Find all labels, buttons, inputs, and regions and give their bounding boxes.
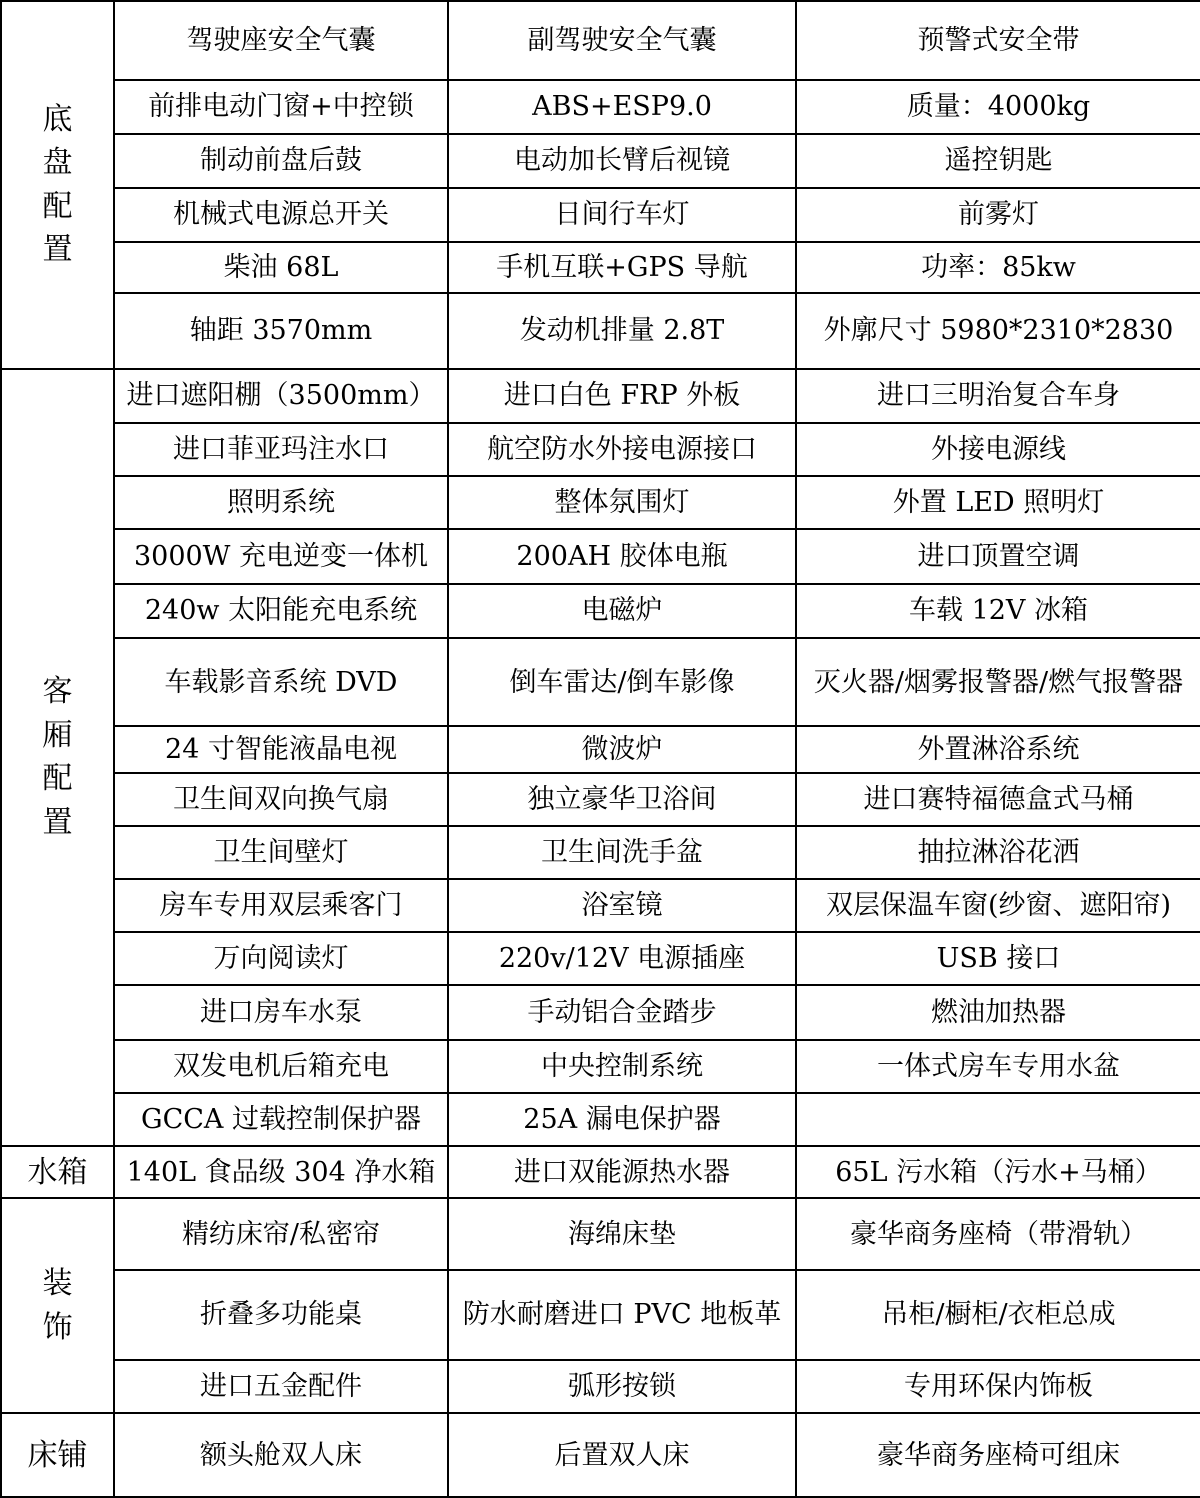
- feature-cell: 豪华商务座椅（带滑轨）: [796, 1198, 1200, 1269]
- feature-cell: 折叠多功能桌: [114, 1270, 448, 1360]
- feature-cell: 进口赛特福德盒式马桶: [796, 773, 1200, 826]
- table-row: [1, 638, 1200, 726]
- feature-cell: 外置 LED 照明灯: [796, 476, 1200, 529]
- feature-cell: 外置淋浴系统: [796, 726, 1200, 772]
- table-row: [1, 369, 1200, 423]
- feature-cell: 微波炉: [448, 726, 796, 772]
- feature-cell: 车载影音系统 DVD: [114, 638, 448, 726]
- feature-cell: 卫生间洗手盆: [448, 826, 796, 879]
- table-row: [1, 1413, 1200, 1497]
- feature-cell: 遥控钥匙: [796, 134, 1200, 188]
- feature-cell: 外廓尺寸 5980*2310*2830: [796, 293, 1200, 368]
- table-row: [1, 188, 1200, 242]
- feature-cell: 整体氛围灯: [448, 476, 796, 529]
- feature-cell: 独立豪华卫浴间: [448, 773, 796, 826]
- table-row: [1, 1040, 1200, 1093]
- feature-cell: 机械式电源总开关: [114, 188, 448, 242]
- feature-cell: 预警式安全带: [796, 1, 1200, 80]
- section-label-water-tank: [1, 1146, 114, 1198]
- table-row: [1, 423, 1200, 476]
- feature-cell: 140L 食品级 304 净水箱: [114, 1146, 448, 1198]
- table-row: [1, 134, 1200, 188]
- feature-cell: USB 接口: [796, 932, 1200, 985]
- feature-cell: 燃油加热器: [796, 985, 1200, 1039]
- section-label-text: 底盘配置: [42, 101, 73, 268]
- feature-cell: 前雾灯: [796, 188, 1200, 242]
- table-row: [1, 879, 1200, 932]
- feature-cell: 房车专用双层乘客门: [114, 879, 448, 932]
- feature-cell: 柴油 68L: [114, 242, 448, 293]
- feature-cell: 发动机排量 2.8T: [448, 293, 796, 368]
- table-row: [1, 985, 1200, 1039]
- feature-cell: 精纺床帘/私密帘: [114, 1198, 448, 1269]
- feature-cell: 制动前盘后鼓: [114, 134, 448, 188]
- feature-cell: 豪华商务座椅可组床: [796, 1413, 1200, 1497]
- feature-cell: [796, 1093, 1200, 1146]
- feature-cell: 卫生间壁灯: [114, 826, 448, 879]
- table-row: [1, 1093, 1200, 1146]
- table-row: [1, 1270, 1200, 1360]
- table-row: [1, 80, 1200, 133]
- feature-cell: 功率：85kw: [796, 242, 1200, 293]
- feature-cell: 双发电机后箱充电: [114, 1040, 448, 1093]
- table-row: [1, 826, 1200, 879]
- table-row: [1, 726, 1200, 772]
- section-label-bed: [1, 1413, 114, 1497]
- feature-cell: 航空防水外接电源接口: [448, 423, 796, 476]
- feature-cell: 一体式房车专用水盆: [796, 1040, 1200, 1093]
- feature-cell: 额头舱双人床: [114, 1413, 448, 1497]
- feature-cell: ABS+ESP9.0: [448, 80, 796, 133]
- section-label-text: 水箱: [27, 1154, 88, 1190]
- table-row: [1, 1, 1200, 80]
- section-label-text: 装饰: [42, 1266, 73, 1345]
- feature-cell: 万向阅读灯: [114, 932, 448, 985]
- feature-cell: 海绵床垫: [448, 1198, 796, 1269]
- feature-cell: 手机互联+GPS 导航: [448, 242, 796, 293]
- table-row: [1, 293, 1200, 368]
- feature-cell: 240w 太阳能充电系统: [114, 584, 448, 638]
- feature-cell: 进口菲亚玛注水口: [114, 423, 448, 476]
- feature-cell: 65L 污水箱（污水+马桶）: [796, 1146, 1200, 1198]
- table-row: [1, 1360, 1200, 1413]
- section-label-text: 客厢配置: [42, 674, 73, 840]
- feature-cell: 进口五金配件: [114, 1360, 448, 1413]
- feature-cell: 驾驶座安全气囊: [114, 1, 448, 80]
- feature-cell: 200AH 胶体电瓶: [448, 529, 796, 583]
- section-label-cabin: [1, 369, 114, 1146]
- feature-cell: 后置双人床: [448, 1413, 796, 1497]
- feature-cell: 进口三明治复合车身: [796, 369, 1200, 423]
- table-row: [1, 773, 1200, 826]
- feature-cell: 吊柜/橱柜/衣柜总成: [796, 1270, 1200, 1360]
- table-row: [1, 1198, 1200, 1269]
- feature-cell: 中央控制系统: [448, 1040, 796, 1093]
- feature-cell: 3000W 充电逆变一体机: [114, 529, 448, 583]
- feature-cell: 抽拉淋浴花洒: [796, 826, 1200, 879]
- feature-cell: 进口顶置空调: [796, 529, 1200, 583]
- feature-cell: 电动加长臂后视镜: [448, 134, 796, 188]
- feature-cell: 日间行车灯: [448, 188, 796, 242]
- feature-cell: 手动铝合金踏步: [448, 985, 796, 1039]
- table-row: [1, 932, 1200, 985]
- feature-cell: 轴距 3570mm: [114, 293, 448, 368]
- feature-cell: 进口房车水泵: [114, 985, 448, 1039]
- table-row: [1, 1146, 1200, 1198]
- feature-cell: 照明系统: [114, 476, 448, 529]
- feature-cell: 防水耐磨进口 PVC 地板革: [448, 1270, 796, 1360]
- feature-cell: 弧形按锁: [448, 1360, 796, 1413]
- table-row: [1, 476, 1200, 529]
- feature-cell: 进口遮阳棚（3500mm）: [114, 369, 448, 423]
- section-label-chassis: [1, 1, 114, 369]
- feature-cell: 外接电源线: [796, 423, 1200, 476]
- table-row: [1, 529, 1200, 583]
- feature-cell: 进口白色 FRP 外板: [448, 369, 796, 423]
- spec-table-body: [1, 1, 1200, 1497]
- feature-cell: 灭火器/烟雾报警器/燃气报警器: [796, 638, 1200, 726]
- section-label-decoration: [1, 1198, 114, 1413]
- feature-cell: 倒车雷达/倒车影像: [448, 638, 796, 726]
- feature-cell: 浴室镜: [448, 879, 796, 932]
- feature-cell: 卫生间双向换气扇: [114, 773, 448, 826]
- feature-cell: 前排电动门窗+中控锁: [114, 80, 448, 133]
- feature-cell: 电磁炉: [448, 584, 796, 638]
- feature-cell: 进口双能源热水器: [448, 1146, 796, 1198]
- feature-cell: 车载 12V 冰箱: [796, 584, 1200, 638]
- table-row: [1, 584, 1200, 638]
- feature-cell: 25A 漏电保护器: [448, 1093, 796, 1146]
- table-row: [1, 242, 1200, 293]
- feature-cell: GCCA 过载控制保护器: [114, 1093, 448, 1146]
- feature-cell: 双层保温车窗(纱窗、遮阳帘): [796, 879, 1200, 932]
- section-label-text: 床铺: [27, 1437, 88, 1473]
- feature-cell: 24 寸智能液晶电视: [114, 726, 448, 772]
- feature-cell: 专用环保内饰板: [796, 1360, 1200, 1413]
- feature-cell: 质量：4000kg: [796, 80, 1200, 133]
- feature-cell: 副驾驶安全气囊: [448, 1, 796, 80]
- feature-cell: 220v/12V 电源插座: [448, 932, 796, 985]
